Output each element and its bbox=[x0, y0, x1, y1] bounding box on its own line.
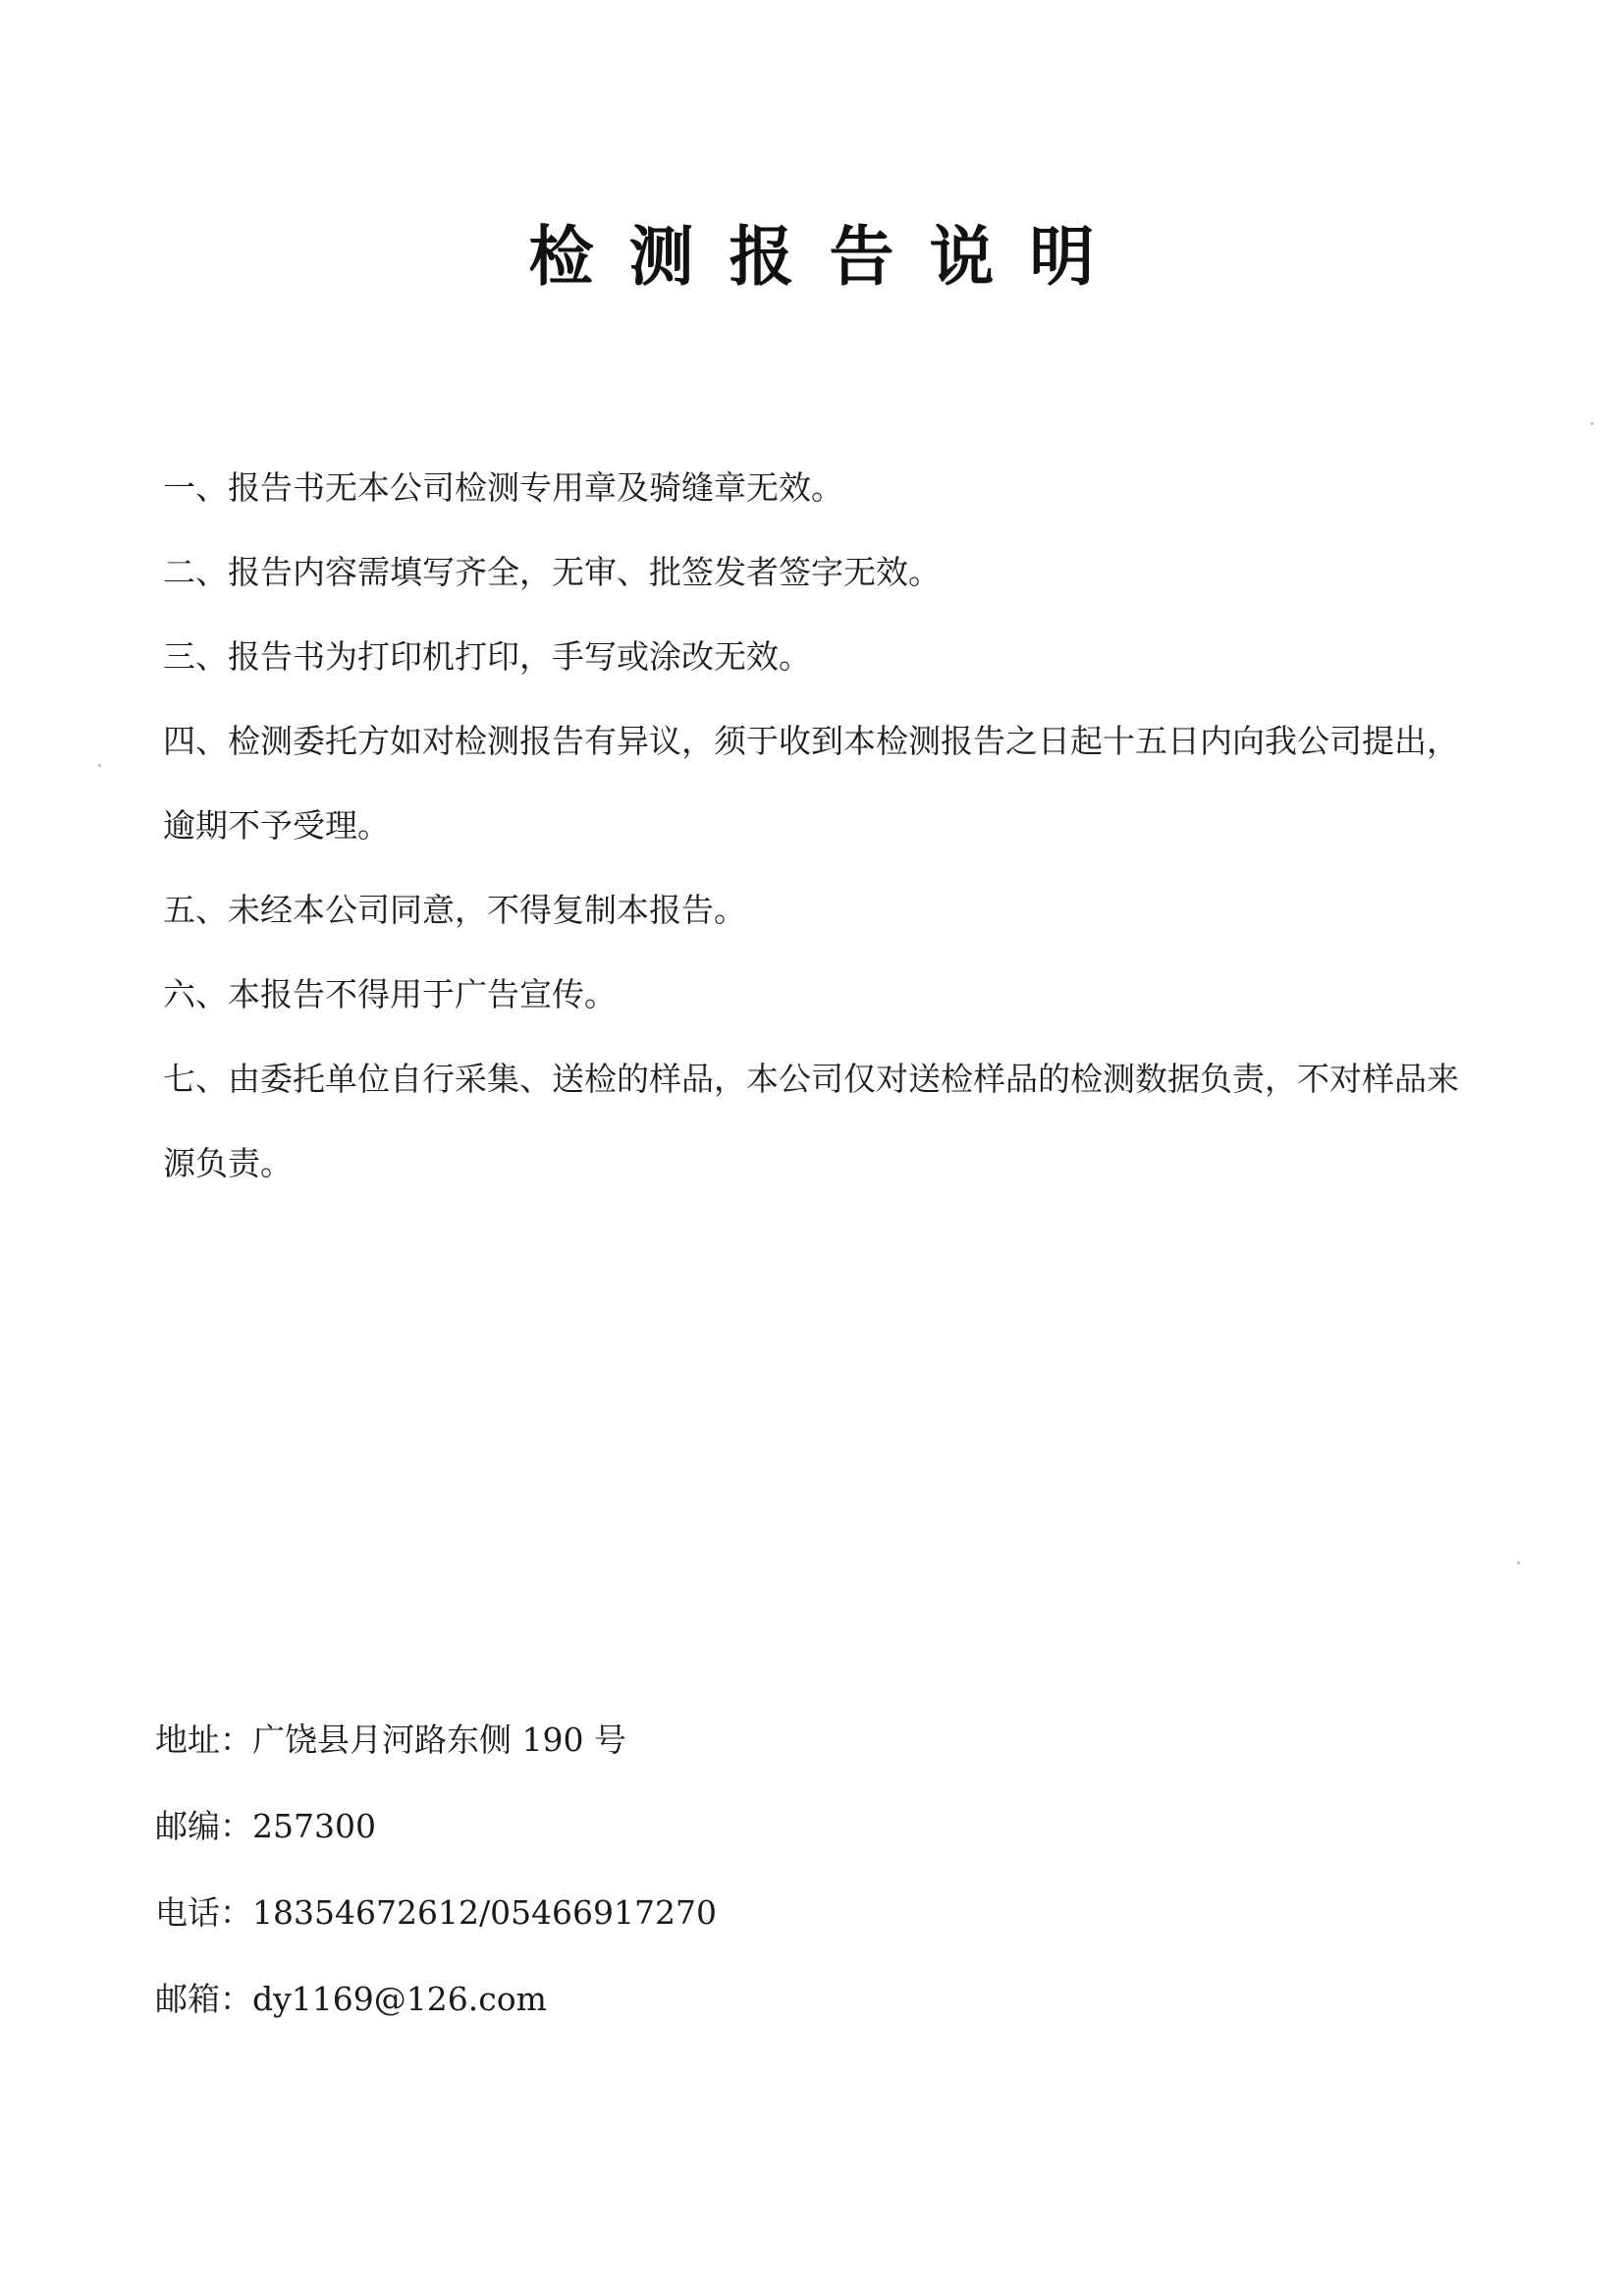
note-number: 四、 bbox=[163, 722, 228, 760]
note-text: 报告书为打印机打印，手写或涂改无效。 bbox=[228, 637, 811, 676]
note-number: 一、 bbox=[163, 468, 228, 507]
note-item-7 bbox=[163, 1037, 1488, 1206]
note-number: 二、 bbox=[163, 553, 228, 591]
note-text: 由委托单位自行采集、送检的样品，本公司仅对送检样品的检测数据负责，不对样品来源负责。 bbox=[163, 1060, 1459, 1182]
contact-block bbox=[155, 1697, 1333, 2043]
note-item-6 bbox=[163, 953, 1488, 1037]
note-text: 未经本公司同意，不得复制本报告。 bbox=[228, 891, 746, 929]
note-text: 本报告不得用于广告宣传。 bbox=[228, 975, 617, 1013]
note-item-5 bbox=[163, 868, 1488, 953]
phone-label: 电话： bbox=[155, 1893, 252, 1932]
note-item-2 bbox=[163, 530, 1488, 615]
note-number: 五、 bbox=[163, 891, 228, 929]
phone-value: 18354672612/05466917270 bbox=[252, 1893, 718, 1932]
document-title: 检测报告说明 bbox=[528, 219, 1130, 295]
note-text: 报告内容需填写齐全，无审、批签发者签字无效。 bbox=[228, 553, 941, 591]
note-text: 报告书无本公司检测专用章及骑缝章无效。 bbox=[228, 468, 843, 507]
phone-row bbox=[155, 1870, 1333, 1956]
scan-speck bbox=[1591, 422, 1594, 425]
note-number: 三、 bbox=[163, 637, 228, 676]
email-row bbox=[155, 1956, 1333, 2043]
note-item-3 bbox=[163, 615, 1488, 699]
postcode-label: 邮编： bbox=[155, 1807, 252, 1845]
note-number: 七、 bbox=[163, 1060, 228, 1098]
address-label: 地址： bbox=[155, 1721, 252, 1759]
postcode-row bbox=[155, 1783, 1333, 1870]
address-row bbox=[155, 1697, 1333, 1783]
email-label: 邮箱： bbox=[155, 1980, 252, 2018]
address-value: 广饶县月河路东侧 190 号 bbox=[252, 1721, 626, 1759]
note-item-1 bbox=[163, 446, 1488, 530]
scan-speck bbox=[98, 764, 101, 767]
note-number: 六、 bbox=[163, 975, 228, 1013]
postcode-value: 257300 bbox=[252, 1807, 376, 1845]
note-item-4 bbox=[163, 699, 1488, 868]
notes-list bbox=[163, 446, 1488, 1206]
email-value: dy1169@126.com bbox=[252, 1980, 547, 2018]
note-text: 检测委托方如对检测报告有异议，须于收到本检测报告之日起十五日内向我公司提出，逾期不予受理。 bbox=[163, 722, 1459, 845]
scan-speck bbox=[1517, 1561, 1520, 1564]
